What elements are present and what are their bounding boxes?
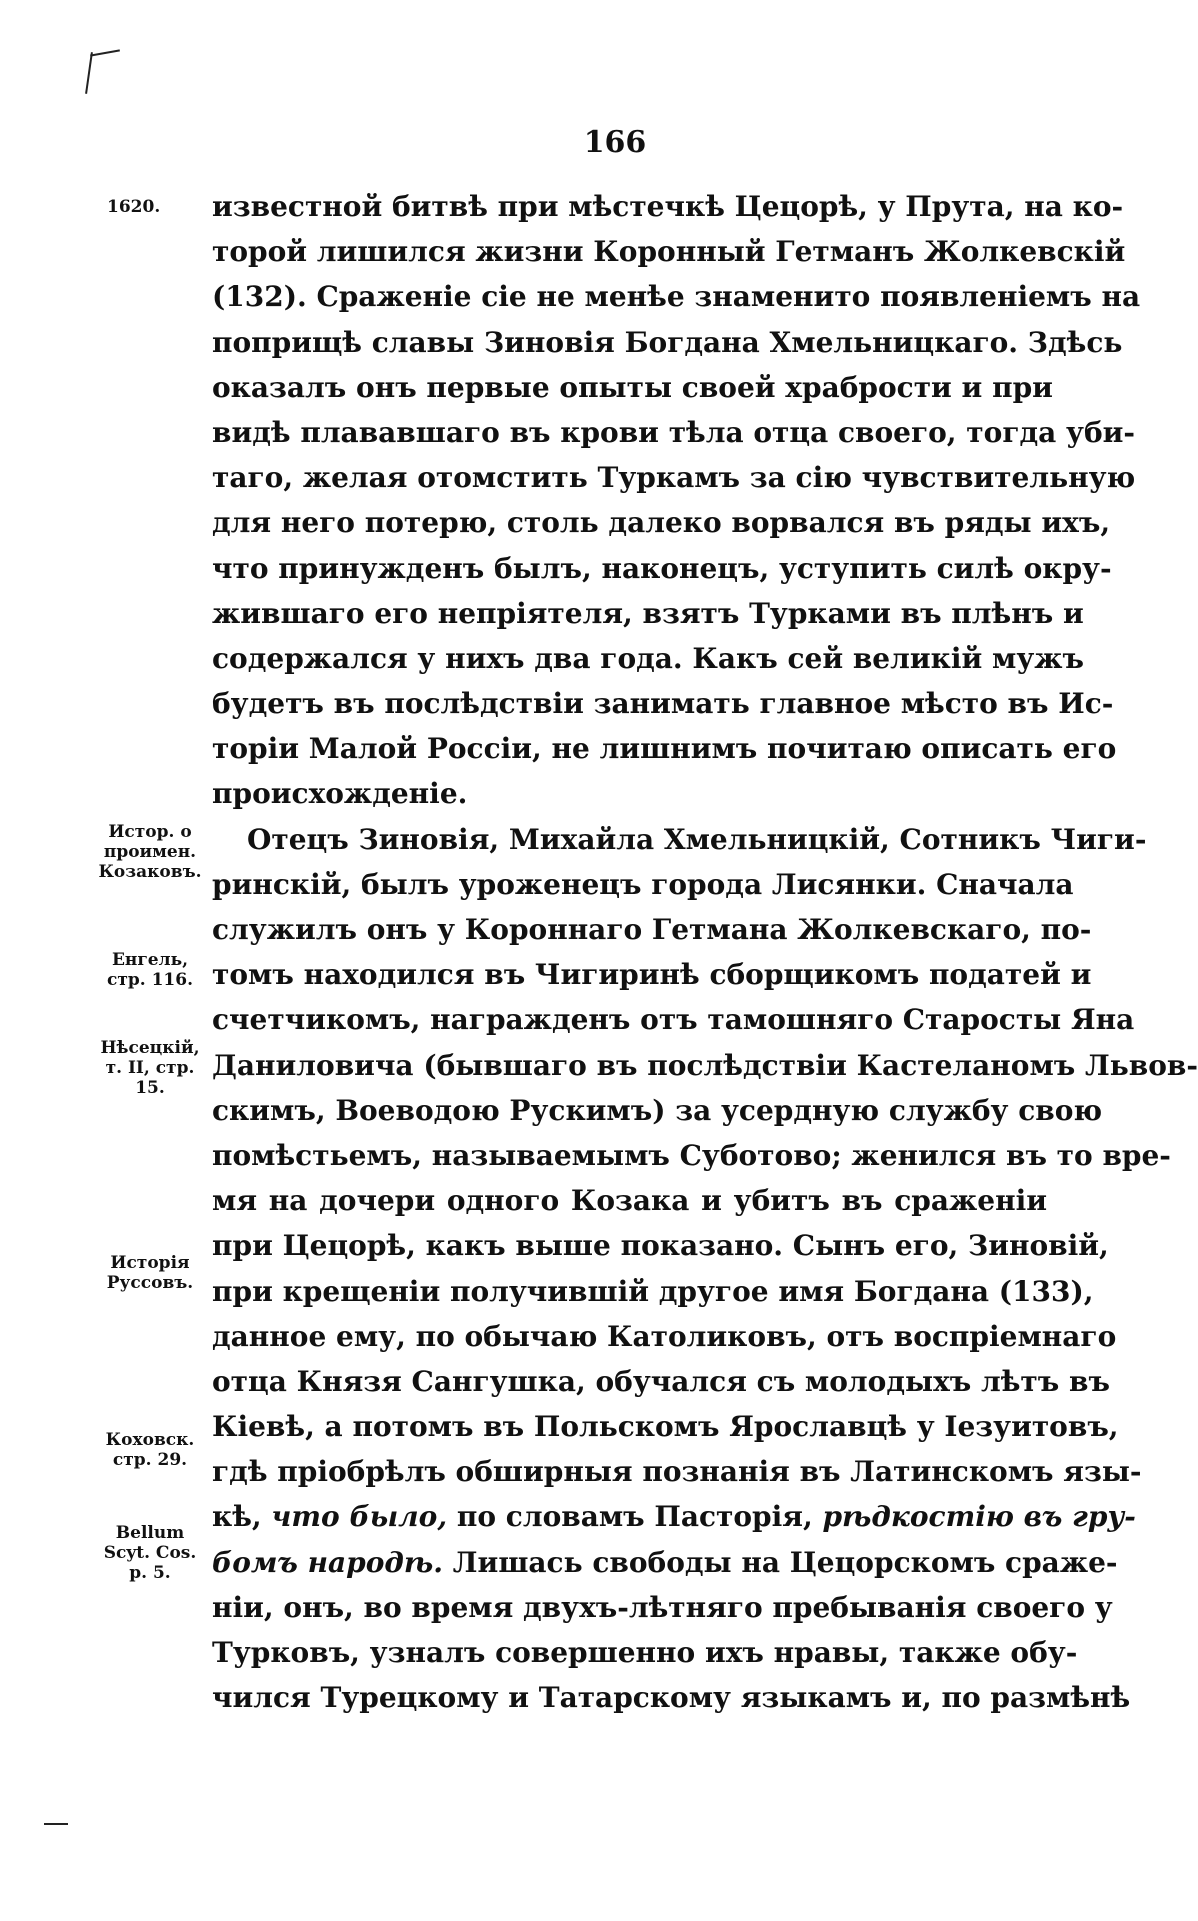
margin-note [94,1038,206,1098]
margin-year: 1620. [107,197,161,217]
text-line: ринскій, былъ уроженецъ города Лисянки. Сначала [212,867,1074,901]
text-line: жившаго его непріятеля, взятъ Турками въ плѣнъ и [212,596,1084,630]
margin-note [94,950,206,990]
margin-note [94,1430,206,1470]
text-line: что принужденъ былъ, наконецъ, уступить силѣ окру- [212,551,1112,585]
text-line: Кіевѣ, а потомъ въ Польскомъ Ярославцѣ у Іезуитовъ, [212,1410,1119,1444]
text-line: будетъ въ послѣдствіи занимать главное мѣсто въ Ис- [212,687,1114,721]
text-line: скимъ, Воеводою Рускимъ) за усердную службу свою [212,1093,1103,1127]
main-text [212,184,1198,1720]
text-segment: кѣ, [212,1500,262,1534]
text-line: мя на дочери одного Козака и убитъ въ сраженіи [212,1184,1047,1218]
margin-note-line: стр. 116. [106,970,193,990]
text-line: служилъ онъ у Короннаго Гетмана Жолкевскаго, по- [212,913,1092,946]
text-line: счетчикомъ, награжденъ отъ тамошняго Старосты Яна [212,1003,1135,1037]
text-line: торой лишился жизни Коронный Гетманъ Жолкевскій [212,235,1126,269]
margin-note-line: проимен. [103,842,197,862]
text-line: оказалъ онъ первые опыты своей храбрости и при [212,370,1053,404]
text-line: помѣстьемъ, называемымъ Суботово; женился въ то вре- [212,1138,1171,1172]
text-line: (132). Сраженіе сіе не менѣе знаменито появленіемъ на [212,280,1141,314]
italic-segment: что было, [271,1500,448,1534]
text-line: ніи, онъ, во время двухъ-лѣтняго пребыванія своего у [212,1590,1113,1624]
text-line-mixed [212,1540,1118,1585]
text-line: для него потерю, столь далеко ворвался въ ряды ихъ, [212,506,1111,540]
text-segment: по словамъ Пасторія, [456,1500,813,1534]
margin-note-line: 15. [135,1078,165,1098]
margin-note-line: Bellum [115,1523,185,1543]
text-line: торіи Малой Россіи, не лишнимъ почитаю описать его [212,732,1117,766]
text-line: известной битвѣ при мѣстечкѣ Цецорѣ, у Прута, на ко- [212,190,1124,223]
scan-corner-mark [85,52,93,94]
margin-note-line: Исторія [110,1253,190,1273]
margin-note-line: стр. 29. [112,1450,188,1470]
text-line: Турковъ, узналъ совершенно ихъ нравы, также обу- [212,1636,1078,1669]
text-line: гдѣ пріобрѣлъ обширныя познанія въ Латинскомъ язы- [212,1455,1142,1489]
text-line: содержался у нихъ два года. Какъ сей великій мужъ [212,641,1085,675]
margin-note-line: т. II, стр. [105,1058,195,1078]
margin-note-line: Нѣсецкій, [100,1038,200,1058]
text-line: данное ему, по обычаю Католиковъ, отъ воспріемнаго [212,1319,1117,1353]
margin-note-line: Scyt. Cos. [103,1543,197,1563]
text-line: происхожденіе. [212,777,468,811]
margin-note [94,1523,206,1583]
text-line: Даниловича (бывшаго въ послѣдствіи Кастеланомъ Львов- [212,1048,1198,1082]
margin-note-line: Руссовъ. [106,1273,194,1293]
margin-note [94,822,206,882]
text-line: при крещеніи получившій другое имя Богдана (133), [212,1274,1094,1308]
text-line: Отецъ Зиновія, Михайла Хмельницкій, Сотникъ Чиги- [247,822,1147,856]
italic-segment: бомъ народѣ. [212,1545,444,1579]
italic-segment: рѣдкостію въ гру- [822,1500,1136,1534]
margin-note-line: Енгель, [111,950,189,970]
margin-note-line: p. 5. [129,1563,171,1583]
text-line: при Цецорѣ, какъ выше показано. Сынъ его, Зиновій, [212,1229,1109,1263]
margin-note-line: Козаковъ. [98,862,202,882]
text-line-mixed [212,1494,1136,1539]
text-line: отца Князя Сангушка, обучался съ молодыхъ лѣтъ въ [212,1364,1110,1398]
text-line: чился Турецкому и Татарскому языкамъ и, по размѣнѣ [212,1681,1131,1715]
margin-note-line: Коховск. [105,1430,195,1450]
text-segment: Лишась свободы на Цецорскомъ сраже- [452,1545,1118,1579]
text-line: томъ находился въ Чигиринѣ сборщикомъ податей и [212,958,1092,992]
scan-dash-mark [44,1823,68,1825]
page-number: 166 [583,125,647,160]
margin-note [94,1253,206,1293]
scan-corner-mark-top [90,49,120,56]
text-line: таго, желая отомстить Туркамъ за сію чувствительную [212,461,1136,495]
text-line: видѣ плававшаго въ крови тѣла отца своего, тогда уби- [212,415,1136,449]
text-line: поприщѣ славы Зиновія Богдана Хмельницкаго. Здѣсь [212,325,1123,359]
margin-note-line: Истор. о [108,822,192,842]
